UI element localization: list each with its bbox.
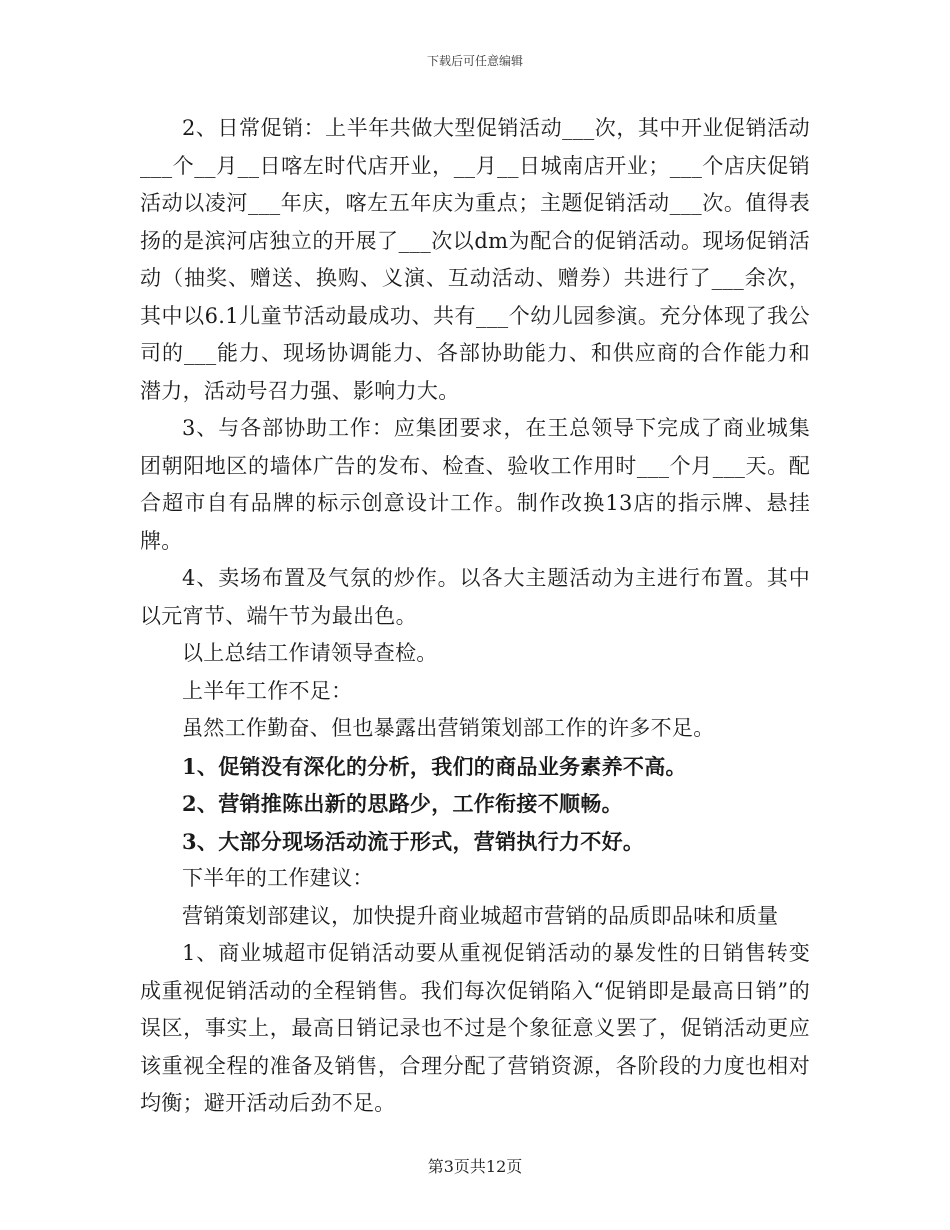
shortcoming-item-3: 3、大部分现场活动流于形式，营销执行力不好。 <box>182 828 645 854</box>
page-header: 下载后可任意编辑 <box>426 54 523 68</box>
heading-shortcomings: 上半年工作不足： <box>182 678 353 703</box>
paragraph-shortcomings-intro: 虽然工作勤奋、但也暴露出营销策划部工作的许多不足。 <box>182 716 715 740</box>
shortcoming-item-1: 1、促销没有深化的分析，我们的商品业务素养不高。 <box>182 753 687 779</box>
suggestion-item-1: 1、商业城超市促销活动要从重视促销活动的暴发性的日销售转变成重视促销活动的全程销售。我们每次促销陷入“促销即是最高日销”的误区，事实上，最高日销记录也不过是个象征意义罢了，促销活动更应该重视全程的准备及销售，合理分配了营销资源，各阶段的力度也相对均衡；避开活动后劲不足。 <box>140 941 810 1115</box>
document-body <box>140 110 810 1123</box>
shortcoming-item-2: 2、营销推陈出新的思路少，工作衔接不顺畅。 <box>182 791 623 816</box>
paragraph-store-layout: 4、卖场布置及气氛的炒作。以各大主题活动为主进行布置。其中以元宵节、端午节为最出色。 <box>140 566 810 628</box>
paragraph-suggestions-intro: 营销策划部建议，加快提升商业城超市营销的品质即品味和质量 <box>182 903 779 928</box>
page-footer: 第3页共12页 <box>427 1157 523 1176</box>
heading-suggestions: 下半年的工作建议： <box>182 866 374 890</box>
paragraph-daily-promotion: 2、日常促销：上半年共做大型促销活动___次，其中开业促销活动___个__月__日喀左时代店开业，__月__日城南店开业；___个店庆促销活动以凌河___年庆，喀左五年庆为重点；主题促销活动___次。值得表扬的是滨河店独立的开展了___次以dm为配合的促销活动。现场促销活动（抽奖、赠送、换购、义演、互动活动、赠券）共进行了___余次，其中以6.1儿童节活动最成功、共有___个幼儿园参演。充分体现了我公司的___能力、现场协调能力、各部协助能力、和供应商的合作能力和潜力，活动号召力强、影响力大。 <box>140 116 810 403</box>
paragraph-department-coordination: 3、与各部协助工作：应集团要求，在王总领导下完成了商业城集团朝阳地区的墙体广告的发布、检查、验收工作用时___个月___天。配合超市自有品牌的标示创意设计工作。制作改换13店的指示牌、悬挂牌。 <box>140 416 810 553</box>
paragraph-review-request: 以上总结工作请领导查检。 <box>182 641 438 665</box>
